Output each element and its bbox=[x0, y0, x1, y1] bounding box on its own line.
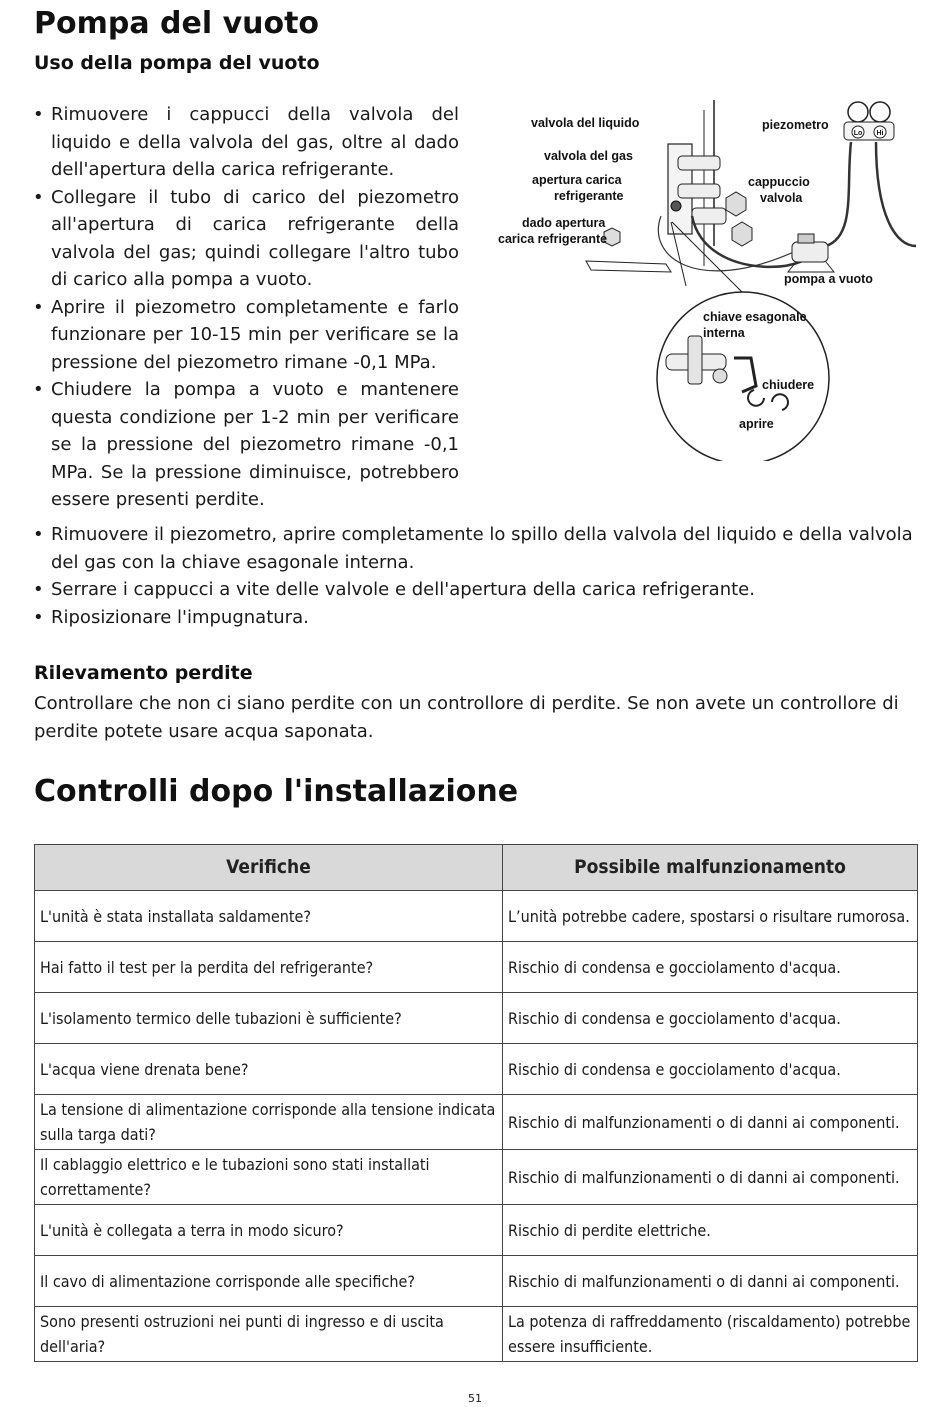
list-item: • Collegare il tubo di carico del piezometro all'apertura di carica refrigerante della valvola del gas; quindi collegare l'altro tubo di carico alla pompa a vuoto. bbox=[33, 184, 459, 294]
table-row bbox=[35, 1044, 918, 1095]
label-nut-1: dado apertura bbox=[522, 216, 606, 230]
label-gas-valve: valvola del gas bbox=[544, 149, 633, 163]
list-item: • Serrare i cappucci a vite delle valvole e dell'apertura della carica refrigerante. bbox=[33, 576, 923, 604]
table-header-row bbox=[35, 845, 918, 891]
label-hex-key-1: chiave esagonale bbox=[703, 310, 807, 324]
column-header: Possibile malfunzionamento bbox=[503, 845, 918, 891]
table-cell: Rischio di malfunzionamenti o di danni ai componenti. bbox=[503, 1256, 918, 1307]
label-charge-port-1: apertura carica bbox=[532, 173, 622, 187]
label-pump: pompa a vuoto bbox=[784, 272, 873, 286]
label-nut-2: carica refrigerante bbox=[498, 232, 608, 246]
table-cell: Il cavo di alimentazione corrisponde alle specifiche? bbox=[35, 1256, 503, 1307]
label-open: aprire bbox=[739, 417, 774, 431]
column-header: Verifiche bbox=[35, 845, 503, 891]
table-cell: Hai fatto il test per la perdita del refrigerante? bbox=[35, 942, 503, 993]
list-item: • Riposizionare l'impugnatura. bbox=[33, 604, 923, 632]
label-liquid-valve: valvola del liquido bbox=[531, 116, 640, 130]
vacuum-pump-diagram bbox=[496, 96, 926, 461]
list-item: • Chiudere la pompa a vuoto e mantenere questa condizione per 1-2 min per verificare se la pressione del piezometro rimane -0,1 MPa. Se la pressione diminuisce, potrebbero essere presenti perdite. bbox=[33, 376, 459, 514]
table-row bbox=[35, 1307, 918, 1362]
table-row bbox=[35, 993, 918, 1044]
label-close: chiudere bbox=[762, 378, 815, 392]
list-item: • Rimuovere il piezometro, aprire completamente lo spillo della valvola del liquido e della valvola del gas con la chiave esagonale interna. bbox=[33, 521, 923, 576]
page-number: 51 bbox=[468, 1392, 482, 1405]
table-cell: L'unità è collegata a terra in modo sicuro? bbox=[35, 1205, 503, 1256]
table-cell: Sono presenti ostruzioni nei punti di ingresso e di uscita dell'aria? bbox=[35, 1307, 503, 1362]
label-cap-2: valvola bbox=[760, 191, 803, 205]
table-cell: Rischio di condensa e gocciolamento d'acqua. bbox=[503, 1044, 918, 1095]
table-cell: La tensione di alimentazione corrisponde alla tensione indicata sulla targa dati? bbox=[35, 1095, 503, 1150]
label-gauge: piezometro bbox=[762, 118, 829, 132]
list-item: • Rimuovere i cappucci della valvola del liquido e della valvola del gas, oltre al dado dell'apertura della carica refrigerante. bbox=[33, 101, 459, 184]
leak-text: Controllare che non ci siano perdite con un controllore di perdite. Se non avete un controllore di perdite potete usare acqua saponata. bbox=[34, 693, 899, 742]
checks-heading: Controlli dopo l'installazione bbox=[34, 774, 519, 809]
leak-heading: Rilevamento perdite bbox=[34, 662, 253, 684]
gauge-hi-label: Hi bbox=[876, 130, 884, 137]
table-row bbox=[35, 1095, 918, 1150]
table-cell: Rischio di condensa e gocciolamento d'acqua. bbox=[503, 942, 918, 993]
table-row bbox=[35, 1205, 918, 1256]
table-cell: La potenza di raffreddamento (riscaldamento) potrebbe essere insufficiente. bbox=[503, 1307, 918, 1362]
checks-table bbox=[34, 844, 918, 1362]
table-cell: Rischio di perdite elettriche. bbox=[503, 1205, 918, 1256]
table-row bbox=[35, 1256, 918, 1307]
table-cell: Rischio di malfunzionamenti o di danni ai componenti. bbox=[503, 1095, 918, 1150]
table-cell: L'acqua viene drenata bene? bbox=[35, 1044, 503, 1095]
label-cap-1: cappuccio bbox=[748, 175, 810, 189]
steps-list-short bbox=[33, 101, 459, 514]
table-cell: L’unità potrebbe cadere, spostarsi o risultare rumorosa. bbox=[503, 891, 918, 942]
label-hex-key-2: interna bbox=[703, 326, 745, 340]
table-row bbox=[35, 1150, 918, 1205]
steps-list-full bbox=[33, 521, 923, 631]
table-cell: Rischio di malfunzionamenti o di danni ai componenti. bbox=[503, 1150, 918, 1205]
table-cell: Rischio di condensa e gocciolamento d'acqua. bbox=[503, 993, 918, 1044]
table-row bbox=[35, 891, 918, 942]
table-row bbox=[35, 942, 918, 993]
page-title: Pompa del vuoto bbox=[34, 6, 320, 41]
gauge-lo-label: Lo bbox=[853, 130, 863, 137]
table-cell: L'unità è stata installata saldamente? bbox=[35, 891, 503, 942]
section-subtitle: Uso della pompa del vuoto bbox=[34, 52, 320, 74]
list-item: • Aprire il piezometro completamente e farlo funzionare per 10-15 min per verificare se la pressione del piezometro rimane -0,1 MPa. bbox=[33, 294, 459, 377]
table-cell: L'isolamento termico delle tubazioni è sufficiente? bbox=[35, 993, 503, 1044]
table-cell: Il cablaggio elettrico e le tubazioni sono stati installati correttamente? bbox=[35, 1150, 503, 1205]
label-charge-port-2: refrigerante bbox=[554, 189, 624, 203]
